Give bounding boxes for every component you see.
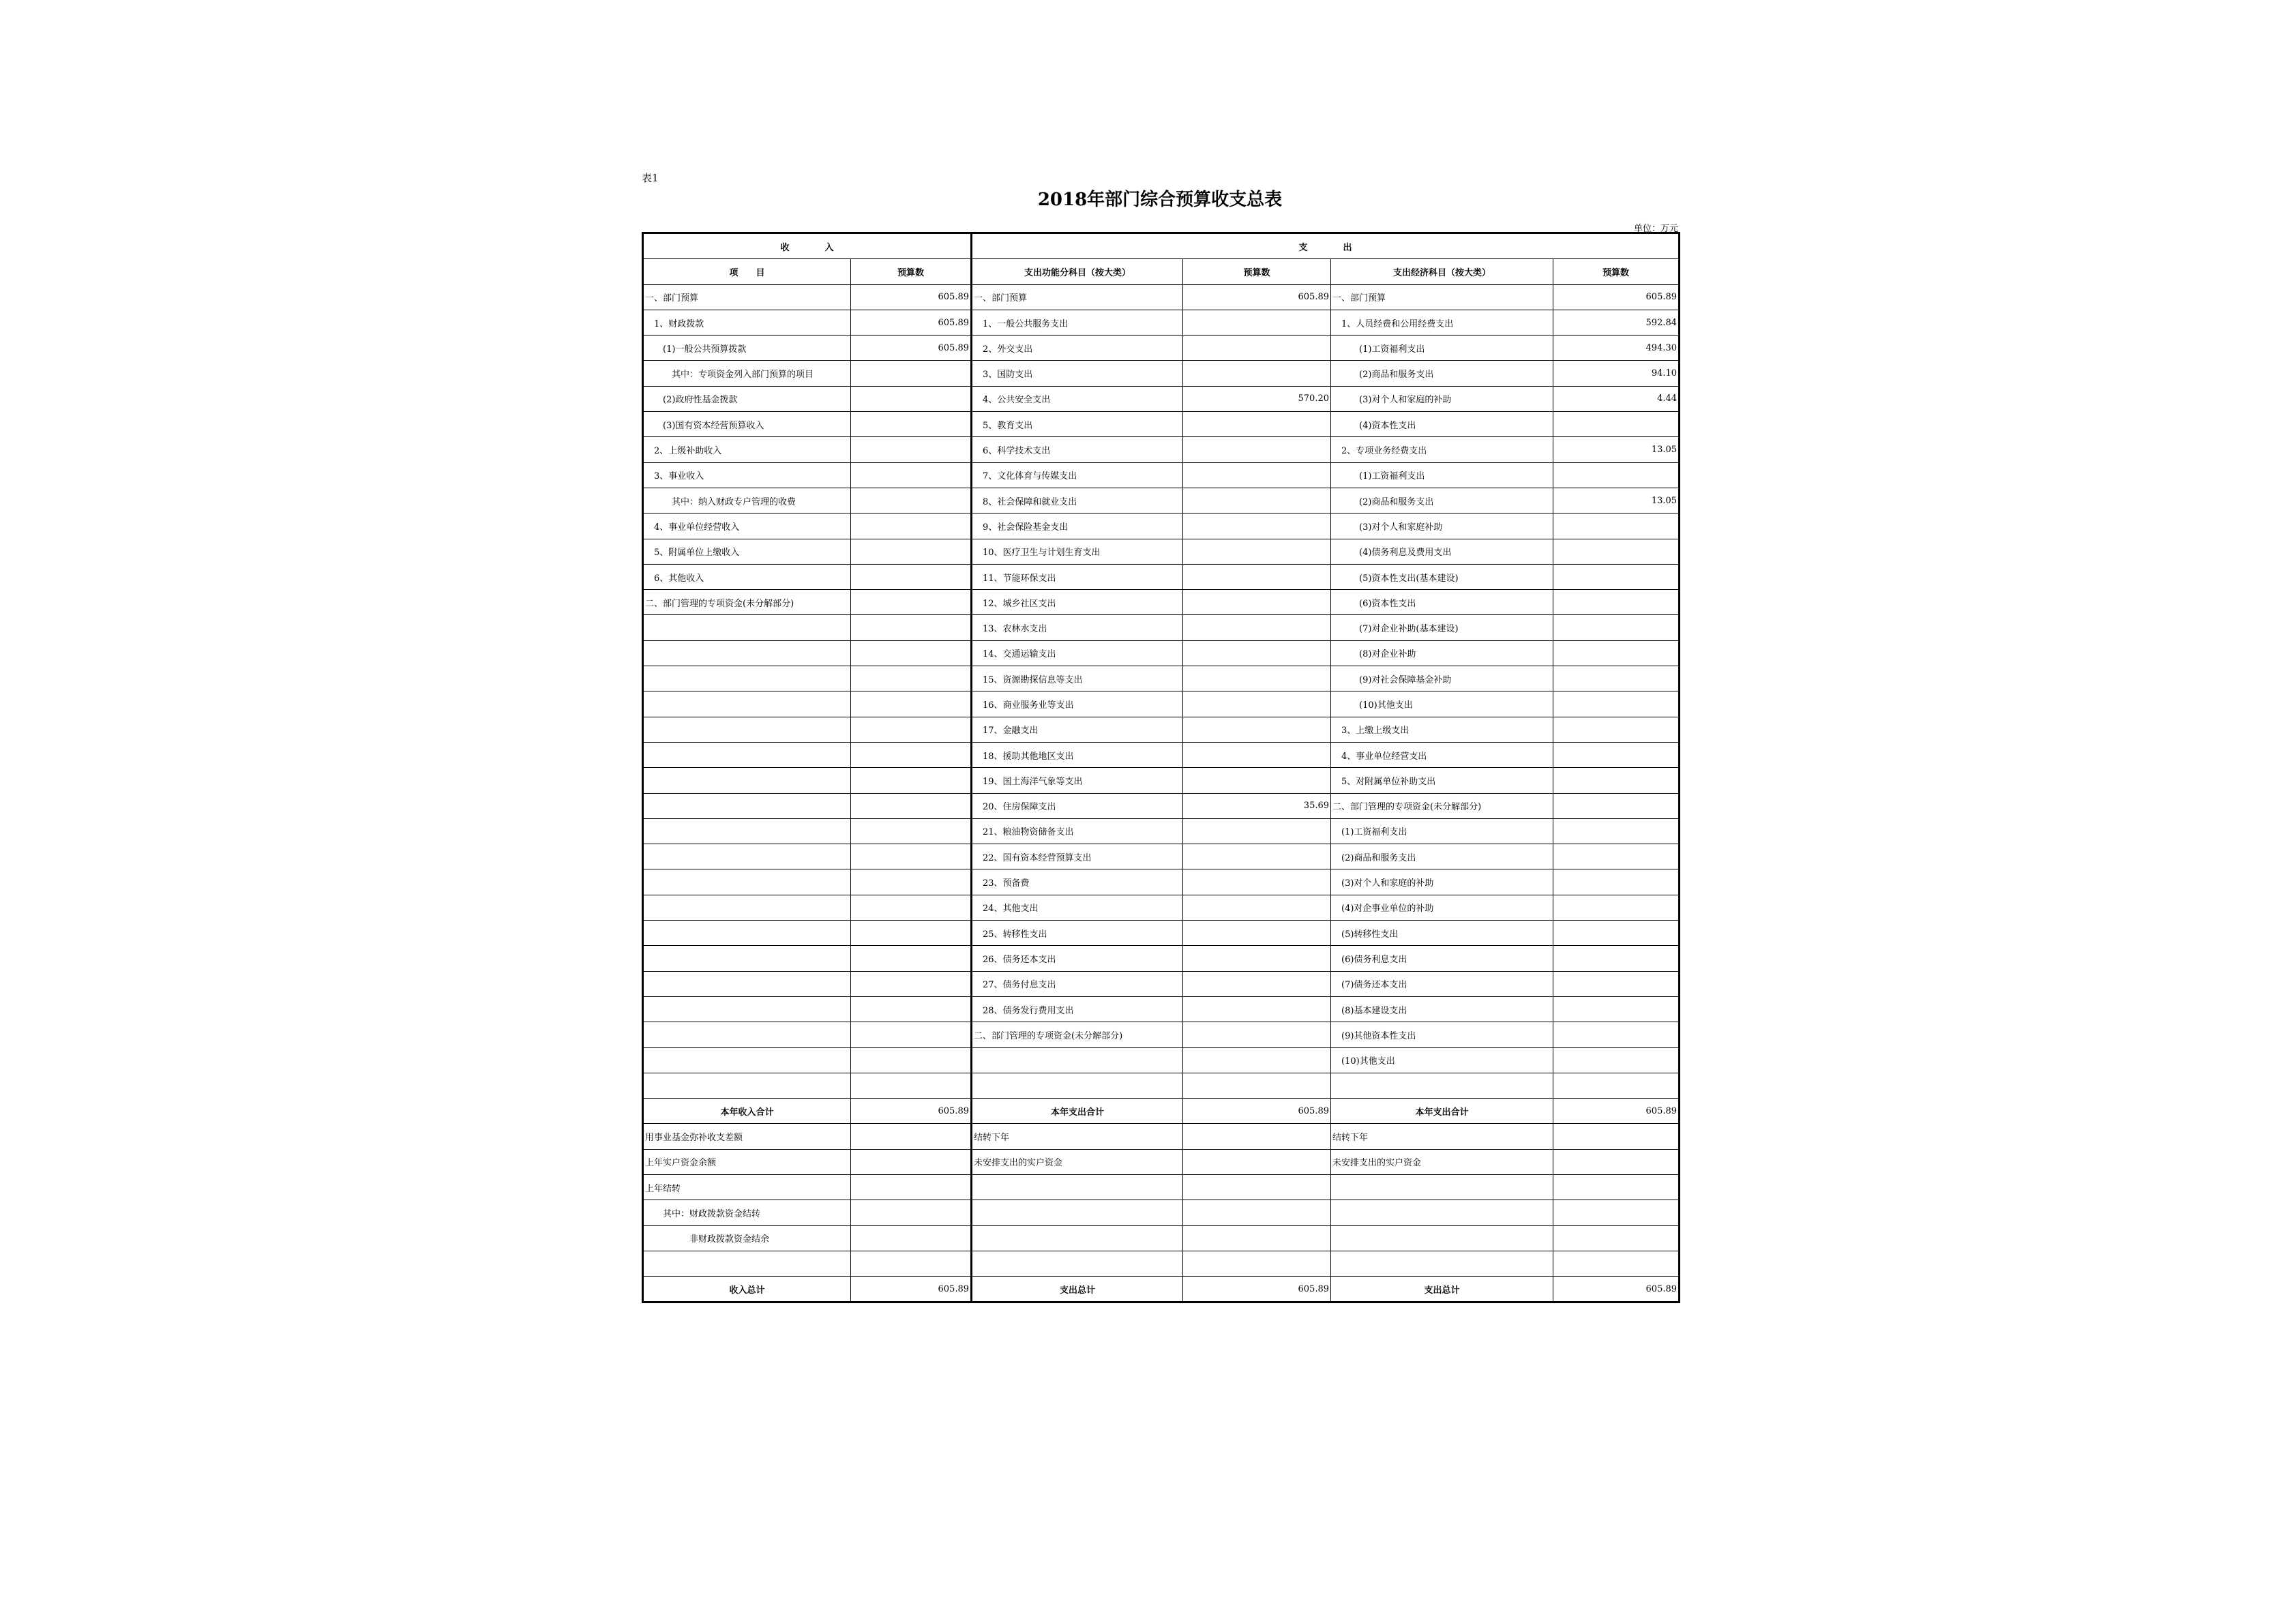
economic-amount-cell <box>1553 971 1680 996</box>
function-amount-cell <box>1183 971 1331 996</box>
income-item-cell: 上年结转 <box>643 1174 851 1200</box>
function-item-cell <box>972 1251 1183 1276</box>
income-item-cell <box>643 869 851 895</box>
economic-item-cell: 2、专项业务经费支出 <box>1331 437 1553 462</box>
income-amount-cell <box>851 895 972 920</box>
income-item-cell: 非财政拨款资金结余 <box>643 1225 851 1251</box>
economic-amount-cell <box>1553 590 1680 615</box>
economic-item-cell: (2)商品和服务支出 <box>1331 361 1553 386</box>
income-item-cell <box>643 691 851 717</box>
economic-amount-cell <box>1553 1124 1680 1149</box>
table-row <box>643 590 1680 615</box>
function-item-cell: 6、科学技术支出 <box>972 437 1183 462</box>
function-amount-cell <box>1183 488 1331 513</box>
table-row <box>643 437 1680 462</box>
income-amount-cell <box>851 386 972 411</box>
income-amount-cell <box>851 640 972 666</box>
function-item-cell: 13、农林水支出 <box>972 615 1183 640</box>
function-item-cell <box>972 1200 1183 1225</box>
income-amount-cell: 605.89 <box>851 1099 972 1124</box>
function-item-cell: 19、国土海洋气象等支出 <box>972 768 1183 793</box>
function-item-cell: 27、债务付息支出 <box>972 971 1183 996</box>
table-row <box>643 921 1680 946</box>
income-amount-cell <box>851 996 972 1022</box>
economic-amount-cell: 605.89 <box>1553 284 1680 310</box>
economic-item-cell: (1)工资福利支出 <box>1331 462 1553 488</box>
function-item-cell: 3、国防支出 <box>972 361 1183 386</box>
function-item-cell: 8、社会保障和就业支出 <box>972 488 1183 513</box>
economic-item-cell <box>1331 1073 1553 1098</box>
budget-summary-table <box>642 232 1680 1303</box>
economic-amount-cell <box>1553 996 1680 1022</box>
table-row <box>643 336 1680 361</box>
income-item-cell: 2、上级补助收入 <box>643 437 851 462</box>
economic-item-cell <box>1331 1251 1553 1276</box>
income-item-cell <box>643 1022 851 1047</box>
table-row <box>643 844 1680 869</box>
income-item-cell: 6、其他收入 <box>643 564 851 589</box>
function-item-cell: 本年支出合计 <box>972 1099 1183 1124</box>
column-header-income-amount: 预算数 <box>851 259 972 284</box>
income-item-cell: 3、事业收入 <box>643 462 851 488</box>
economic-item-cell: 支出总计 <box>1331 1277 1553 1302</box>
function-item-cell: 20、住房保障支出 <box>972 793 1183 818</box>
table-row <box>643 869 1680 895</box>
income-amount-cell <box>851 488 972 513</box>
function-amount-cell <box>1183 513 1331 539</box>
table-row <box>643 1174 1680 1200</box>
economic-amount-cell: 592.84 <box>1553 310 1680 335</box>
income-amount-cell <box>851 921 972 946</box>
function-item-cell: 12、城乡社区支出 <box>972 590 1183 615</box>
income-amount-cell <box>851 539 972 564</box>
income-amount-cell <box>851 1149 972 1174</box>
function-amount-cell <box>1183 462 1331 488</box>
function-item-cell: 28、债务发行费用支出 <box>972 996 1183 1022</box>
income-amount-cell <box>851 412 972 437</box>
economic-amount-cell <box>1553 1251 1680 1276</box>
function-amount-cell <box>1183 640 1331 666</box>
table-row <box>643 946 1680 971</box>
economic-item-cell: 1、人员经费和公用经费支出 <box>1331 310 1553 335</box>
income-item-cell: (2)政府性基金拨款 <box>643 386 851 411</box>
table-row <box>643 1022 1680 1047</box>
function-item-cell: 17、金融支出 <box>972 717 1183 742</box>
function-amount-cell: 605.89 <box>1183 1277 1331 1302</box>
function-amount-cell <box>1183 996 1331 1022</box>
income-item-cell: 其中：专项资金列入部门预算的项目 <box>643 361 851 386</box>
economic-amount-cell <box>1553 1174 1680 1200</box>
function-amount-cell <box>1183 691 1331 717</box>
table-row <box>643 666 1680 691</box>
income-amount-cell <box>851 691 972 717</box>
function-item-cell: 1、一般公共服务支出 <box>972 310 1183 335</box>
page-title: 2018年部门综合预算收支总表 <box>1037 190 1283 210</box>
table-row <box>643 895 1680 920</box>
table-row <box>643 1149 1680 1174</box>
economic-amount-cell <box>1553 640 1680 666</box>
function-item-cell <box>972 1174 1183 1200</box>
function-amount-cell <box>1183 818 1331 844</box>
column-header-row <box>643 259 1680 284</box>
income-item-cell <box>643 895 851 920</box>
income-item-cell <box>643 793 851 818</box>
function-item-cell: 24、其他支出 <box>972 895 1183 920</box>
table-row <box>643 818 1680 844</box>
economic-item-cell: 本年支出合计 <box>1331 1099 1553 1124</box>
table-row <box>643 539 1680 564</box>
income-item-cell <box>643 742 851 767</box>
income-amount-cell <box>851 717 972 742</box>
table-row <box>643 768 1680 793</box>
income-item-cell: 其中：财政拨款资金结转 <box>643 1200 851 1225</box>
function-amount-cell <box>1183 1174 1331 1200</box>
economic-amount-cell <box>1553 615 1680 640</box>
income-item-cell: 一、部门预算 <box>643 284 851 310</box>
income-item-cell <box>643 640 851 666</box>
income-amount-cell <box>851 564 972 589</box>
function-amount-cell <box>1183 336 1331 361</box>
function-amount-cell <box>1183 717 1331 742</box>
table-row <box>643 1225 1680 1251</box>
function-amount-cell <box>1183 1225 1331 1251</box>
table-row <box>643 310 1680 335</box>
table-row <box>643 386 1680 411</box>
column-header-economic-amount: 预算数 <box>1553 259 1680 284</box>
economic-amount-cell <box>1553 717 1680 742</box>
table-row <box>643 513 1680 539</box>
income-amount-cell <box>851 1022 972 1047</box>
income-item-cell <box>643 1047 851 1073</box>
economic-amount-cell: 13.05 <box>1553 437 1680 462</box>
economic-amount-cell <box>1553 1022 1680 1047</box>
economic-amount-cell <box>1553 1149 1680 1174</box>
table-row <box>643 971 1680 996</box>
function-item-cell: 22、国有资本经营预算支出 <box>972 844 1183 869</box>
economic-amount-cell <box>1553 921 1680 946</box>
economic-amount-cell: 94.10 <box>1553 361 1680 386</box>
economic-amount-cell <box>1553 666 1680 691</box>
function-amount-cell: 605.89 <box>1183 1099 1331 1124</box>
function-item-cell: 10、医疗卫生与计划生育支出 <box>972 539 1183 564</box>
table-row <box>643 1251 1680 1276</box>
income-amount-cell <box>851 437 972 462</box>
income-item-cell: 上年实户资金余额 <box>643 1149 851 1174</box>
function-item-cell: 25、转移性支出 <box>972 921 1183 946</box>
income-amount-cell <box>851 361 972 386</box>
economic-amount-cell <box>1553 1225 1680 1251</box>
function-amount-cell <box>1183 310 1331 335</box>
table-row <box>643 1073 1680 1098</box>
table-row <box>643 361 1680 386</box>
income-amount-cell <box>851 844 972 869</box>
economic-amount-cell <box>1553 412 1680 437</box>
income-amount-cell <box>851 666 972 691</box>
income-amount-cell <box>851 513 972 539</box>
economic-item-cell: (10)其他支出 <box>1331 691 1553 717</box>
economic-item-cell: (9)其他资本性支出 <box>1331 1022 1553 1047</box>
economic-amount-cell <box>1553 946 1680 971</box>
economic-amount-cell <box>1553 793 1680 818</box>
function-item-cell <box>972 1073 1183 1098</box>
function-amount-cell <box>1183 615 1331 640</box>
function-amount-cell <box>1183 1251 1331 1276</box>
function-amount-cell <box>1183 412 1331 437</box>
economic-item-cell: (7)债务还本支出 <box>1331 971 1553 996</box>
income-amount-cell <box>851 971 972 996</box>
economic-amount-cell <box>1553 1200 1680 1225</box>
economic-amount-cell <box>1553 1073 1680 1098</box>
income-amount-cell <box>851 793 972 818</box>
income-item-cell <box>643 818 851 844</box>
income-item-cell <box>643 666 851 691</box>
table-row <box>643 1047 1680 1073</box>
income-amount-cell <box>851 768 972 793</box>
income-item-cell <box>643 768 851 793</box>
income-item-cell: 1、财政拨款 <box>643 310 851 335</box>
table-row <box>643 488 1680 513</box>
table-number: 表1 <box>642 172 659 184</box>
function-item-cell: 结转下年 <box>972 1124 1183 1149</box>
function-item-cell: 26、债务还本支出 <box>972 946 1183 971</box>
column-header-income-item: 项 目 <box>643 259 851 284</box>
income-amount-cell <box>851 462 972 488</box>
income-item-cell: (3)国有资本经营预算收入 <box>643 412 851 437</box>
income-item-cell <box>643 1073 851 1098</box>
income-amount-cell: 605.89 <box>851 1277 972 1302</box>
function-item-cell: 7、文化体育与传媒支出 <box>972 462 1183 488</box>
table-row <box>643 564 1680 589</box>
economic-item-cell: (6)资本性支出 <box>1331 590 1553 615</box>
income-amount-cell <box>851 1200 972 1225</box>
table-row <box>643 1124 1680 1149</box>
income-item-cell: 5、附属单位上缴收入 <box>643 539 851 564</box>
economic-amount-cell <box>1553 742 1680 767</box>
income-amount-cell: 605.89 <box>851 336 972 361</box>
income-item-cell <box>643 615 851 640</box>
income-amount-cell <box>851 742 972 767</box>
table-row <box>643 462 1680 488</box>
economic-item-cell: 二、部门管理的专项资金(未分解部分) <box>1331 793 1553 818</box>
economic-item-cell: (9)对社会保障基金补助 <box>1331 666 1553 691</box>
income-amount-cell <box>851 1251 972 1276</box>
table-row <box>643 742 1680 767</box>
income-item-cell: 收入总计 <box>643 1277 851 1302</box>
economic-item-cell: (4)债务利息及费用支出 <box>1331 539 1553 564</box>
table-row <box>643 1200 1680 1225</box>
function-amount-cell <box>1183 921 1331 946</box>
function-amount-cell: 35.69 <box>1183 793 1331 818</box>
income-amount-cell <box>851 1047 972 1073</box>
income-item-cell <box>643 717 851 742</box>
economic-amount-cell: 13.05 <box>1553 488 1680 513</box>
economic-item-cell: (7)对企业补助(基本建设) <box>1331 615 1553 640</box>
function-item-cell: 11、节能环保支出 <box>972 564 1183 589</box>
economic-item-cell: (1)工资福利支出 <box>1331 818 1553 844</box>
income-amount-cell <box>851 818 972 844</box>
function-item-cell: 一、部门预算 <box>972 284 1183 310</box>
table-row <box>643 412 1680 437</box>
income-item-cell <box>643 946 851 971</box>
income-item-cell: 二、部门管理的专项资金(未分解部分) <box>643 590 851 615</box>
function-item-cell <box>972 1225 1183 1251</box>
economic-amount-cell <box>1553 895 1680 920</box>
economic-item-cell: (2)商品和服务支出 <box>1331 488 1553 513</box>
economic-item-cell: (1)工资福利支出 <box>1331 336 1553 361</box>
income-amount-cell <box>851 615 972 640</box>
column-header-function-amount: 预算数 <box>1183 259 1331 284</box>
economic-amount-cell <box>1553 844 1680 869</box>
income-amount-cell <box>851 1174 972 1200</box>
function-item-cell <box>972 1047 1183 1073</box>
economic-amount-cell <box>1553 564 1680 589</box>
economic-item-cell: 未安排支出的实户资金 <box>1331 1149 1553 1174</box>
income-item-cell <box>643 1251 851 1276</box>
economic-amount-cell <box>1553 768 1680 793</box>
function-amount-cell: 570.20 <box>1183 386 1331 411</box>
economic-item-cell <box>1331 1225 1553 1251</box>
table-row <box>643 640 1680 666</box>
function-item-cell: 4、公共安全支出 <box>972 386 1183 411</box>
function-item-cell: 5、教育支出 <box>972 412 1183 437</box>
income-item-cell <box>643 921 851 946</box>
function-amount-cell <box>1183 768 1331 793</box>
economic-item-cell: 3、上缴上级支出 <box>1331 717 1553 742</box>
income-item-cell <box>643 996 851 1022</box>
economic-item-cell: (8)基本建设支出 <box>1331 996 1553 1022</box>
economic-amount-cell <box>1553 691 1680 717</box>
table-row <box>643 284 1680 310</box>
income-item-cell: 其中：纳入财政专户管理的收费 <box>643 488 851 513</box>
function-amount-cell <box>1183 437 1331 462</box>
economic-item-cell: (4)对企事业单位的补助 <box>1331 895 1553 920</box>
income-amount-cell <box>851 869 972 895</box>
function-amount-cell <box>1183 1047 1331 1073</box>
function-item-cell: 16、商业服务业等支出 <box>972 691 1183 717</box>
income-amount-cell <box>851 590 972 615</box>
economic-item-cell <box>1331 1174 1553 1200</box>
function-amount-cell <box>1183 590 1331 615</box>
economic-item-cell: (3)对个人和家庭的补助 <box>1331 869 1553 895</box>
function-item-cell: 9、社会保险基金支出 <box>972 513 1183 539</box>
function-item-cell: 2、外交支出 <box>972 336 1183 361</box>
economic-amount-cell: 605.89 <box>1553 1277 1680 1302</box>
table-row <box>643 615 1680 640</box>
function-item-cell: 23、预备费 <box>972 869 1183 895</box>
economic-item-cell <box>1331 1200 1553 1225</box>
income-amount-cell <box>851 1124 972 1149</box>
table-row <box>643 996 1680 1022</box>
function-amount-cell <box>1183 1149 1331 1174</box>
economic-amount-cell <box>1553 513 1680 539</box>
function-item-cell: 18、援助其他地区支出 <box>972 742 1183 767</box>
economic-amount-cell: 605.89 <box>1553 1099 1680 1124</box>
function-item-cell: 未安排支出的实户资金 <box>972 1149 1183 1174</box>
grand-total-row <box>643 1277 1680 1302</box>
economic-item-cell: 结转下年 <box>1331 1124 1553 1149</box>
economic-item-cell: (10)其他支出 <box>1331 1047 1553 1073</box>
income-item-cell <box>643 844 851 869</box>
function-amount-cell <box>1183 844 1331 869</box>
economic-item-cell: (8)对企业补助 <box>1331 640 1553 666</box>
function-amount-cell: 605.89 <box>1183 284 1331 310</box>
income-amount-cell <box>851 946 972 971</box>
group-header-row <box>643 233 1680 259</box>
economic-item-cell: (3)对个人和家庭的补助 <box>1331 386 1553 411</box>
economic-amount-cell <box>1553 1047 1680 1073</box>
income-amount-cell <box>851 1225 972 1251</box>
table-row <box>643 717 1680 742</box>
income-item-cell <box>643 971 851 996</box>
income-amount-cell <box>851 1073 972 1098</box>
year-total-row <box>643 1099 1680 1124</box>
economic-amount-cell <box>1553 539 1680 564</box>
economic-item-cell: 5、对附属单位补助支出 <box>1331 768 1553 793</box>
income-item-cell: 用事业基金弥补收支差额 <box>643 1124 851 1149</box>
function-amount-cell <box>1183 869 1331 895</box>
function-item-cell: 15、资源勘探信息等支出 <box>972 666 1183 691</box>
column-header-function-item: 支出功能分科目（按大类） <box>972 259 1183 284</box>
function-amount-cell <box>1183 361 1331 386</box>
income-group-header: 收 入 <box>643 233 972 259</box>
economic-amount-cell: 4.44 <box>1553 386 1680 411</box>
function-amount-cell <box>1183 895 1331 920</box>
function-item-cell: 21、粮油物资储备支出 <box>972 818 1183 844</box>
function-amount-cell <box>1183 1022 1331 1047</box>
economic-amount-cell <box>1553 818 1680 844</box>
economic-item-cell: 4、事业单位经营支出 <box>1331 742 1553 767</box>
function-amount-cell <box>1183 564 1331 589</box>
function-item-cell: 二、部门管理的专项资金(未分解部分) <box>972 1022 1183 1047</box>
function-amount-cell <box>1183 1073 1331 1098</box>
economic-amount-cell <box>1553 869 1680 895</box>
income-amount-cell: 605.89 <box>851 310 972 335</box>
economic-item-cell: (5)转移性支出 <box>1331 921 1553 946</box>
income-item-cell: 4、事业单位经营收入 <box>643 513 851 539</box>
income-item-cell: (1)一般公共预算拨款 <box>643 336 851 361</box>
economic-amount-cell: 494.30 <box>1553 336 1680 361</box>
function-item-cell: 支出总计 <box>972 1277 1183 1302</box>
function-amount-cell <box>1183 1200 1331 1225</box>
column-header-economic-item: 支出经济科目（按大类） <box>1331 259 1553 284</box>
income-amount-cell: 605.89 <box>851 284 972 310</box>
function-amount-cell <box>1183 1124 1331 1149</box>
economic-amount-cell <box>1553 462 1680 488</box>
economic-item-cell: (6)债务利息支出 <box>1331 946 1553 971</box>
economic-item-cell: (3)对个人和家庭补助 <box>1331 513 1553 539</box>
expense-group-header: 支 出 <box>972 233 1680 259</box>
function-item-cell: 14、交通运输支出 <box>972 640 1183 666</box>
function-amount-cell <box>1183 742 1331 767</box>
economic-item-cell: 一、部门预算 <box>1331 284 1553 310</box>
economic-item-cell: (2)商品和服务支出 <box>1331 844 1553 869</box>
income-item-cell: 本年收入合计 <box>643 1099 851 1124</box>
economic-item-cell: (4)资本性支出 <box>1331 412 1553 437</box>
function-amount-cell <box>1183 946 1331 971</box>
function-amount-cell <box>1183 539 1331 564</box>
unit-label: 单位：万元 <box>1633 224 1678 234</box>
function-amount-cell <box>1183 666 1331 691</box>
economic-item-cell: (5)资本性支出(基本建设) <box>1331 564 1553 589</box>
table-row <box>643 691 1680 717</box>
table-row <box>643 793 1680 818</box>
